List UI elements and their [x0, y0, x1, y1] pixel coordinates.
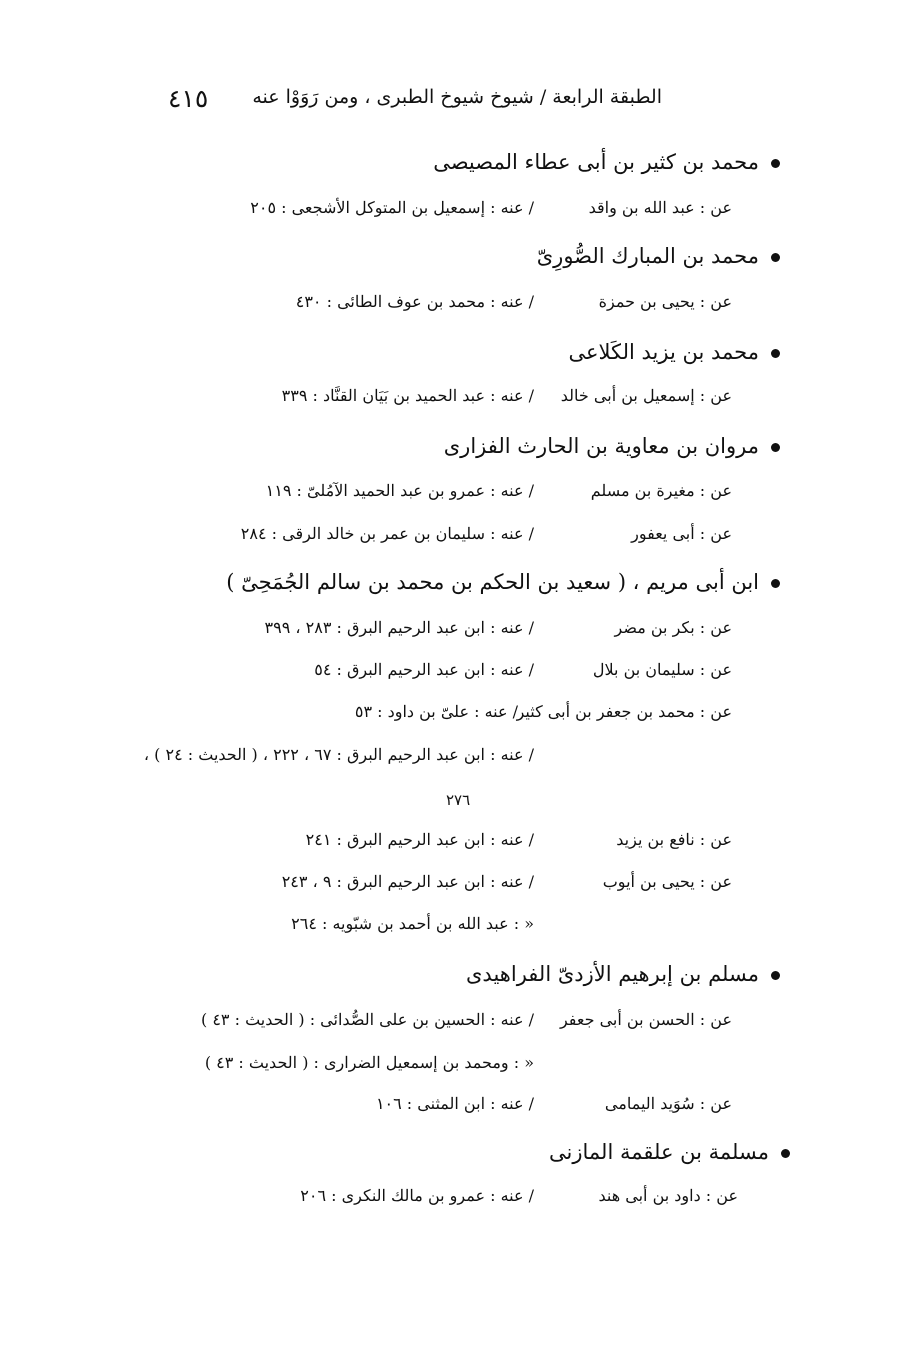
entry-from: عن : عبد الله بن واقد [588, 198, 732, 217]
entry-from: عن : مغيرة بن مسلم [590, 481, 732, 500]
entry-heading [466, 962, 780, 986]
entry-from: عن : سُوَيد اليمامى [604, 1094, 732, 1113]
continuation-number: ٢٧٦ [446, 791, 471, 809]
entry-to: / عنه : محمد بن عوف الطائى : ٤٣٠ [295, 292, 534, 311]
entry-name: مسلمة بن علقمة المازنى [549, 1140, 769, 1164]
entry-from: عن : محمد بن جعفر بن أبى كثير [516, 702, 732, 721]
running-head: الطبقة الرابعة / شيوخ شيوخ الطبرى ، ومن رَوَوْا عنه [252, 86, 662, 108]
entry-to: / عنه : إسمعيل بن المتوكل الأشجعى : ٢٠٥ [250, 198, 534, 217]
entry-to: / عنه : عمرو بن عبد الحميد الآمُلىّ : ١١٩ [265, 481, 534, 500]
entry-heading [433, 150, 780, 174]
entry-to: / عنه : علىّ بن داود : ٥٣ [354, 702, 518, 721]
entry-heading [568, 340, 780, 364]
entry-to: / عنه : ابن المثنى : ١٠٦ [375, 1094, 534, 1113]
entry-continuation: / عنه : ابن عبد الرحيم البرق : ٦٧ ، ٢٢٢ ، ( الحديث : ٢٤ ) ، [143, 745, 534, 764]
bullet-icon [771, 443, 780, 452]
entry-from: عن : داود بن أبى هند [598, 1186, 738, 1205]
entry-from: عن : يحيى بن أيوب [602, 872, 732, 891]
entry-heading [226, 570, 780, 594]
entry-ditto: « : عبد الله بن أحمد بن شبّويه : ٢٦٤ [291, 914, 534, 933]
entry-from: عن : بكر بن مضر [614, 618, 732, 637]
bullet-icon [781, 1149, 790, 1158]
entry-heading [549, 1140, 790, 1164]
entry-from: عن : سليمان بن بلال [592, 660, 732, 679]
entry-name: محمد بن يزيد الكَلاعى [568, 340, 759, 364]
entry-name: مروان بن معاوية بن الحارث الفزارى [443, 434, 759, 458]
bullet-icon [771, 971, 780, 980]
entry-from: عن : أبى يعفور [631, 524, 732, 543]
entry-ditto: « : ومحمد بن إسمعيل الضرارى : ( الحديث : ٤٣ ) [204, 1053, 534, 1072]
entry-to: / عنه : ابن عبد الرحيم البرق : ٢٨٣ ، ٣٩٩ [264, 618, 534, 637]
entry-to: / عنه : ابن عبد الرحيم البرق : ٥٤ [314, 660, 534, 679]
entry-from: عن : الحسن بن أبى جعفر [559, 1010, 732, 1029]
bullet-icon [771, 349, 780, 358]
bullet-icon [771, 159, 780, 168]
entry-to: / عنه : الحسين بن على الصُّدائى : ( الحديث : ٤٣ ) [201, 1010, 534, 1029]
entry-from: عن : نافع بن يزيد [616, 830, 732, 849]
bullet-icon [771, 253, 780, 262]
entry-heading [444, 434, 780, 458]
page-number: ٤١٥ [168, 84, 209, 113]
entry-from: عن : إسمعيل بن أبى خالد [560, 386, 732, 405]
entry-heading [537, 244, 780, 268]
entry-to: / عنه : ابن عبد الرحيم البرق : ٩ ، ٢٤٣ [281, 872, 534, 891]
entry-name: محمد بن كثير بن أبى عطاء المصيصى [433, 150, 759, 174]
entry-to: / عنه : ابن عبد الرحيم البرق : ٢٤١ [305, 830, 534, 849]
entry-name: محمد بن المبارك الصُّورِىّ [536, 244, 759, 268]
entry-to: / عنه : سليمان بن عمر بن خالد الرقى : ٢٨٤ [240, 524, 534, 543]
entry-name: مسلم بن إبرهيم الأزدىّ الفراهيدى [466, 962, 759, 986]
bullet-icon [771, 579, 780, 588]
entry-to: / عنه : عمرو بن مالك النكرى : ٢٠٦ [300, 1186, 534, 1205]
entry-to: / عنه : عبد الحميد بن بَيَان القنَّاد : ٣٣٩ [281, 386, 534, 405]
entry-name: ابن أبى مريم ، ( سعيد بن الحكم بن محمد بن سالم الجُمَحِىّ ) [226, 570, 759, 594]
entry-from: عن : يحيى بن حمزة [598, 292, 732, 311]
